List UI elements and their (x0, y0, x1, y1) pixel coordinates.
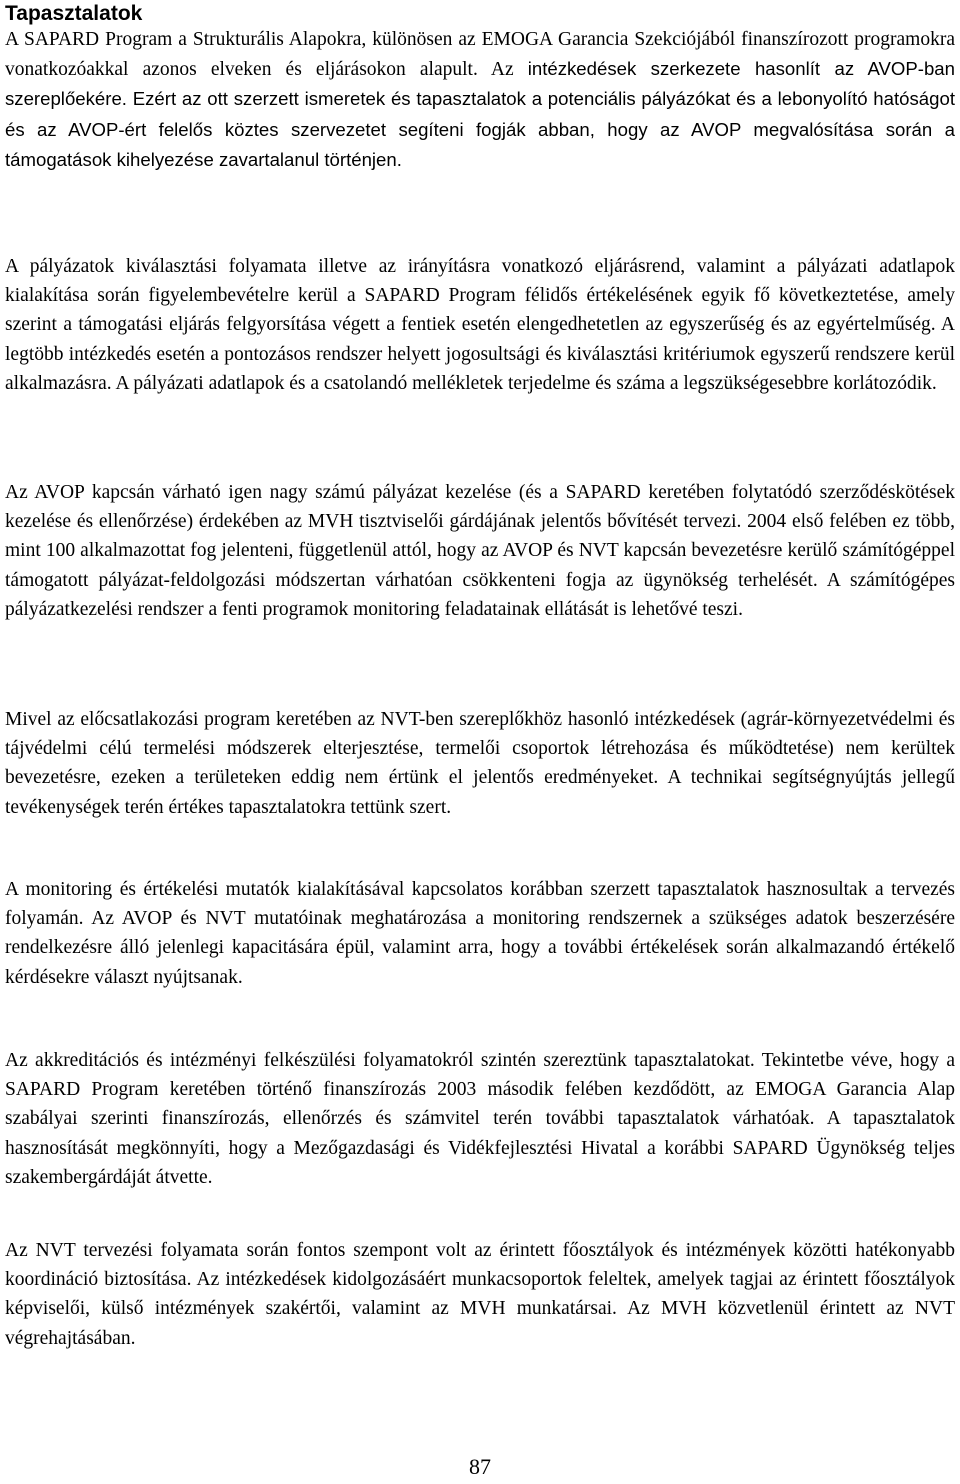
paragraph-mvh-staffing: Az AVOP kapcsán várható igen nagy számú pályázat kezelése (és a SAPARD keretében folytatódó szerződéskötések kezelése és ellenőrzése) érdekében az MVH tisztviselői gárdájának jelentős bővítését tervezi. 2004 első felében ez több, mint 100 alkalmazottat fog jelenteni, függetlenül attól, hogy az AVOP és NVT kapcsán bevezetésre kerülő számítógéppel támogatott pályázat-feldolgozási módszertan várhatóan csökkenteni fogja az ügynökség terhelését. A számítógépes pályázatkezelési rendszer a fenti programok monitoring feladatainak ellátását is lehetővé teszi. (5, 482, 955, 620)
paragraph-accreditation: Az akkreditációs és intézményi felkészülési folyamatokról szintén szereztünk tapasztalatokat. Tekintetbe véve, hogy a SAPARD Program keretében történő finanszírozás 2003 második felében kezdődött, az EMOGA Garancia Alap szabályai szerinti finanszírozás, ellenőrzés és számvitel terén további tapasztalatok várhatóak. A tapasztalatok hasznosítását megkönnyíti, hogy a Mezőgazdasági és Vidékfejlesztési Hivatal a korábbi SAPARD Ügynökség teljes szakembergárdáját átvette. (5, 1050, 955, 1188)
paragraph-monitoring: A monitoring és értékelési mutatók kialakításával kapcsolatos korábban szerzett tapasztalatok hasznosultak a tervezés folyamán. Az AVOP és NVT mutatóinak meghatározása a monitoring rendszernek a szükséges adatok beszerzésére rendelkezésre álló jelenlegi kapacitására épül, valamint arra, hogy a további értékelések során alkalmazandó értékelő kérdésekre választ nyújtsanak. (5, 879, 955, 988)
paragraph-selection-process: A pályázatok kiválasztási folyamata illetve az irányításra vonatkozó eljárásrend, valamint a pályázati adatlapok kialakítása során figyelembevételre kerül a SAPARD Program félidős értékelésének egyik fő következtetése, amely szerint a támogatási eljárás felgyorsítása végett a fentiek esetén elengedhetetlen az egyszerűség és az egyértelműség. A legtöbb intézkedés esetén a pontozásos rendszer helyett jogosultsági és kiválasztási kritériumok egyszerű rendszere kerül alkalmazásra. A pályázati adatlapok és a csatolandó mellékletek terjedelme és száma a legszükségesebbre korlátozódik. (5, 256, 955, 394)
paragraph-sapard-basis (5, 25, 955, 175)
paragraph-sapard-basis-sans: intézkedések szerkezete hasonlít az AVOP-ban szereplőekére. Ezért az ott szerzett ismeretek és tapasztalatok a potenciális pályázókat és a lebonyolító hatóságot és az AVOP-ért felelős köztes szervezetet segíteni fogják abban, hogy az AVOP megvalósítása során a támogatások kihelyezése zavartalanul történjen. (5, 58, 955, 170)
page-number: 87 (469, 1454, 491, 1479)
section-heading: Tapasztalatok (5, 2, 143, 25)
paragraph-pre-accession: Mivel az előcsatlakozási program keretében az NVT-ben szereplőkhöz hasonló intézkedések (agrár-környezetvédelmi és tájvédelmi célú termelési módszerek elterjesztése, termelői csoportok létrehozása és működtetése) nem kerültek bevezetésre, ezeken a területeken eddig nem értünk el jelentős eredményeket. A technikai segítségnyújtás jellegű tevékenységek terén értékes tapasztalatokra tettünk szert. (5, 709, 955, 818)
paragraph-nvt-planning: Az NVT tervezési folyamata során fontos szempont volt az érintett főosztályok és intézmények közötti hatékonyabb koordináció biztosítása. Az intézkedések kidolgozásáért munkacsoportok feleltek, amelyek tagjai az érintett főosztályok képviselői, külső intézmények szakértői, valamint az MVH munkatársai. Az MVH közvetlenül érintett az NVT végrehajtásában. (5, 1240, 955, 1349)
paragraph-sapard-basis-serif: A SAPARD Program a Strukturális Alapokra, különösen az EMOGA Garancia Szekciójából finanszírozott programokra vonatkozóakkal azonos elveken és eljárásokon alapult. Az (5, 29, 955, 81)
